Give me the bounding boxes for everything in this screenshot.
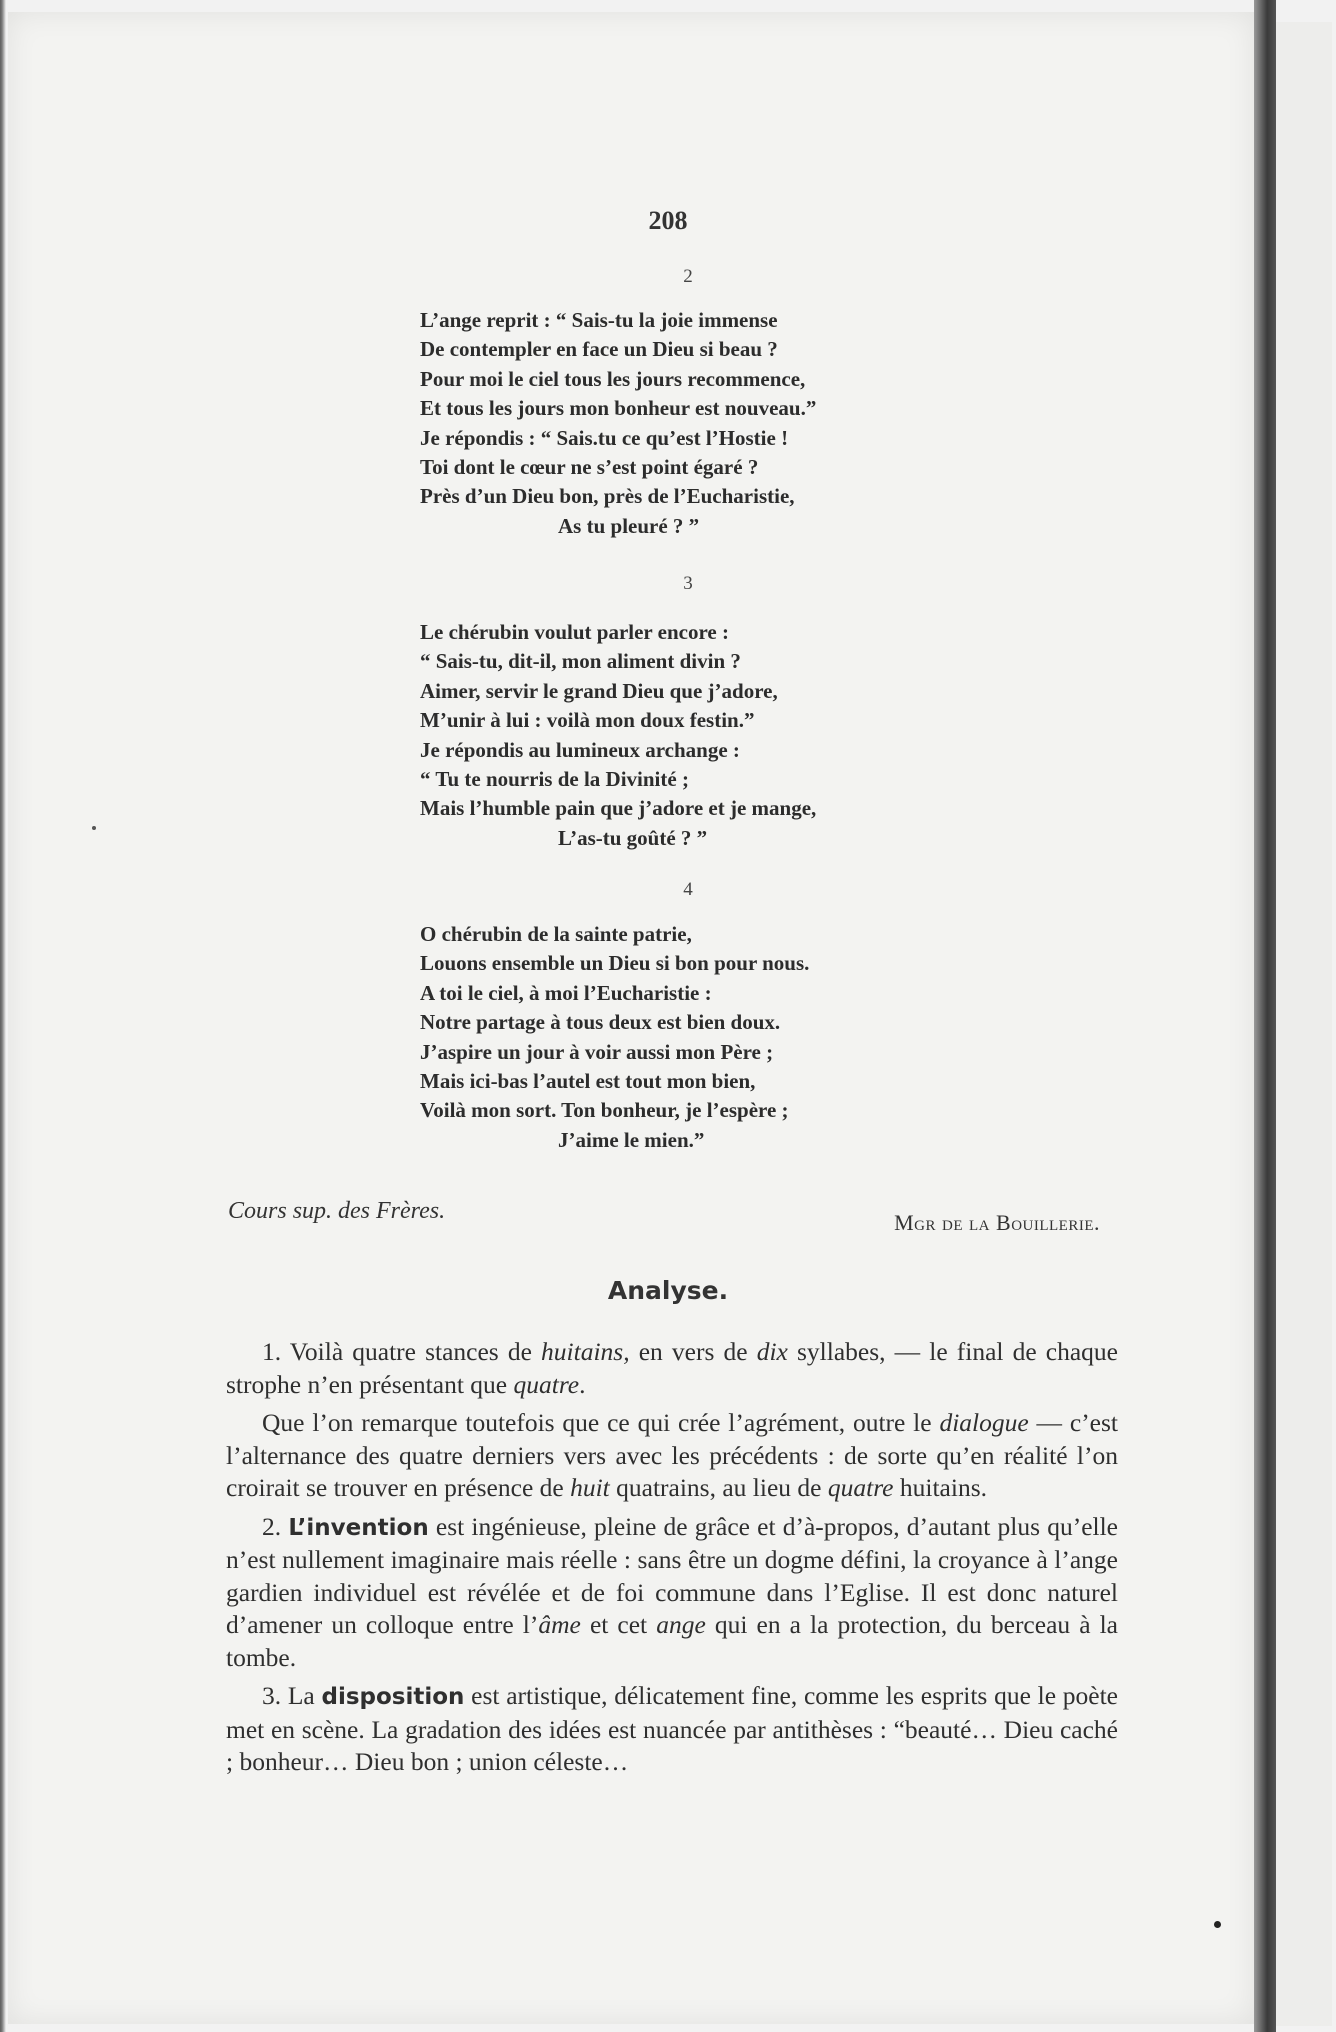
page-number: 208 (648, 206, 688, 235)
text-run: est ingénieuse, pleine de grâce et d’à-propos, d’autant plus qu’elle n’est nullement imaginaire mais réelle : sans être un dogme défini, la croyance à l’ange gardien individuel est révélée et de foi commune dans l’Eglise. Il est donc naturel d’amener un colloque entre l’ (226, 1511, 1118, 1639)
italic-run: huit (570, 1473, 610, 1502)
stanza (420, 618, 1020, 853)
stanza (420, 306, 1020, 541)
verse-line: Voilà mon sort. Ton bonheur, je l’espère ; (420, 1098, 789, 1123)
analysis-paragraph (226, 1511, 1118, 1675)
italic-run: quatre (827, 1473, 894, 1502)
bold-run: L’invention (288, 1514, 429, 1541)
text-run: qui en a la protection, du berceau à la tombe. (226, 1610, 1118, 1672)
verse-line: Aimer, servir le grand Dieu que j’adore, (420, 678, 778, 703)
italic-run: dix (756, 1337, 788, 1366)
section-title: Analyse. (607, 1276, 729, 1305)
verse-line: Mais l’humble pain que j’adore et je mange, (420, 796, 817, 821)
stanza-number: 2 (683, 266, 693, 287)
italic-run: quatre (513, 1369, 580, 1399)
text-run: est artistique, délicatement fine, comme les esprits que le poète met en scène. La gradation des idées est nuancée par antithèses : “beauté… Dieu caché ; bonheur… Dieu bon ; union céleste… (226, 1681, 1118, 1776)
text-run: 2. (262, 1511, 289, 1541)
verse-line: M’unir à lui : voilà mon doux festin.” (420, 708, 755, 733)
verse-line: Et tous les jours mon bonheur est nouveau.” (420, 396, 817, 421)
italic-run: dialogue (939, 1408, 1029, 1437)
verse-line: L’as-tu goûté ? ” (558, 825, 708, 850)
text-run: huitains. (893, 1473, 987, 1502)
text-run: en vers de (629, 1337, 757, 1366)
verse-line: De contempler en face un Dieu si beau ? (420, 337, 778, 362)
adjacent-page-edge (1276, 22, 1332, 2026)
verse-line: L’ange reprit : “ Sais-tu la joie immense (420, 308, 778, 332)
source-citation: Cours sup. des Frères. (228, 1198, 446, 1224)
verse-line: As tu pleuré ? ” (558, 513, 700, 538)
book-gutter (1254, 0, 1276, 2032)
verse-line: Je répondis au lumineux archange : (420, 737, 740, 762)
italic-run: ange (656, 1610, 706, 1639)
verse-line: Le chérubin voulut parler encore : (420, 620, 729, 644)
stanza-number: 4 (683, 879, 693, 900)
text-run: syllabes, — le final de chaque strophe n’en présentant que (226, 1337, 1118, 1399)
verse-line: J’aime le mien.” (558, 1127, 705, 1152)
text-run: Que l’on remarque toutefois que ce qui crée l’agrément, outre le (262, 1408, 940, 1437)
verse-line: “ Tu te nourris de la Divinité ; (420, 767, 689, 792)
analysis-paragraph (226, 1407, 1118, 1505)
italic-run: huitains, (541, 1337, 630, 1366)
author-name: Mgr de la Bouillerie. (894, 1210, 1100, 1235)
verse-line: Louons ensemble un Dieu si bon pour nous. (420, 951, 810, 976)
scan-speck (92, 826, 96, 830)
verse-line: Mais ici-bas l’autel est tout mon bien, (420, 1069, 756, 1094)
scan-speck (1214, 1921, 1221, 1928)
text-run: . (579, 1369, 586, 1399)
analysis-text (226, 1336, 1118, 1785)
verse-line: Pour moi le ciel tous les jours recommence, (420, 366, 806, 391)
analysis-paragraph (226, 1680, 1118, 1779)
text-run: quatrains, au lieu de (609, 1473, 828, 1502)
verse-line: Toi dont le cœur ne s’est point égaré ? (420, 455, 759, 480)
verse-line: A toi le ciel, à moi l’Eucharistie : (420, 980, 712, 1005)
text-run: — c’est l’alternance des quatre derniers vers avec les précédents : de sorte qu’en réalité l’on croirait se trouver en présence de (226, 1408, 1119, 1502)
text-run: 1. Voilà quatre stances de (262, 1337, 542, 1366)
stanza (420, 920, 1020, 1155)
verse-line: “ Sais-tu, dit-il, mon aliment divin ? (420, 649, 741, 674)
verse-line: Je répondis : “ Sais.tu ce qu’est l’Hostie ! (420, 425, 789, 450)
text-run: et cet (580, 1610, 657, 1639)
verse-line: J’aspire un jour à voir aussi mon Père ; (420, 1039, 774, 1064)
attribution (228, 1198, 1100, 1238)
verse-line: O chérubin de la sainte patrie, (420, 922, 692, 946)
bold-run: disposition (321, 1684, 465, 1710)
stanza-number: 3 (683, 573, 693, 594)
verse-line: Près d’un Dieu bon, près de l’Eucharistie, (420, 484, 795, 509)
italic-run: âme (538, 1610, 581, 1639)
analysis-paragraph (226, 1336, 1118, 1401)
verse-line: Notre partage à tous deux est bien doux. (420, 1010, 781, 1035)
text-run: 3. La (262, 1681, 322, 1710)
